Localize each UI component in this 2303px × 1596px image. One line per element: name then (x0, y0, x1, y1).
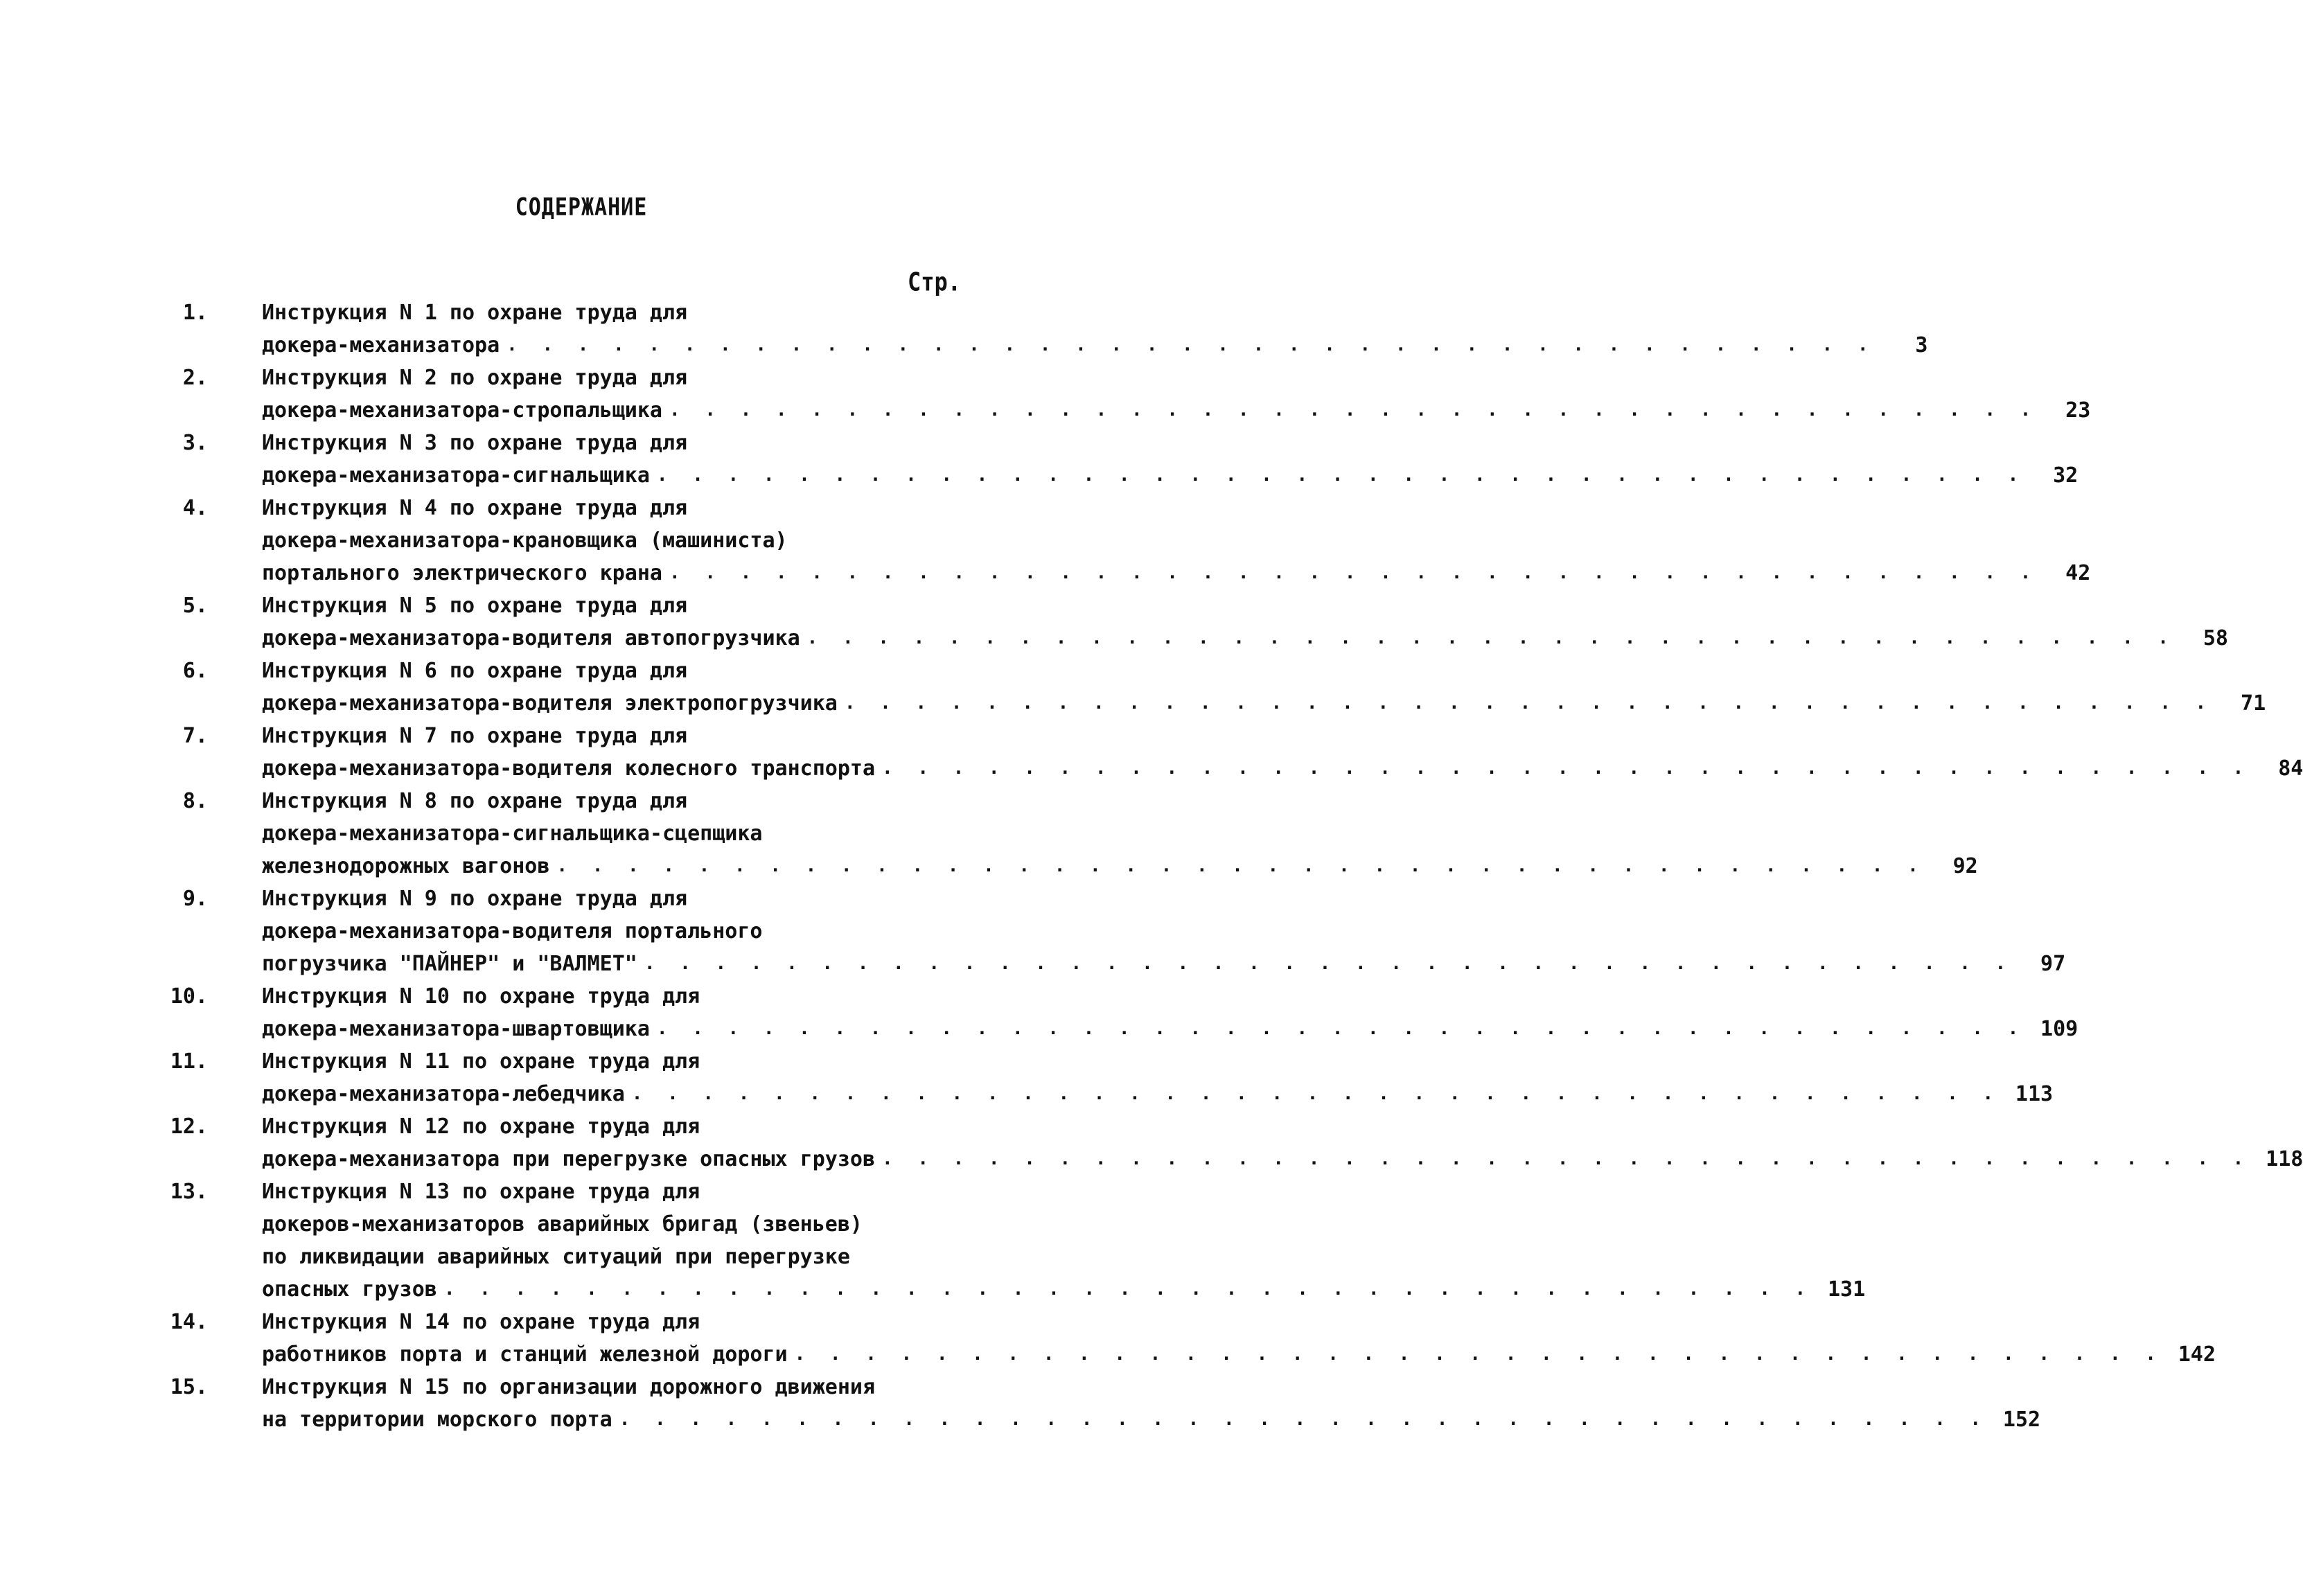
toc-entry-last-line (208, 557, 2091, 589)
toc-entry-text: докера-механизатора-стропальщика (262, 398, 662, 423)
toc-entry-number: 12. (170, 1115, 208, 1139)
toc-entry-line (208, 1208, 956, 1241)
toc-entry-last-line-content (262, 394, 2091, 427)
toc-entry-line (182, 883, 956, 915)
toc-entry-last-line-content (262, 1273, 1866, 1306)
toc-entry-text: докера-механизатора-водителя электропогрузчика (262, 691, 838, 716)
dot-leader: . . . . . . . . . . . . . . . . . . . . . . . . . . . . . . . . . . . . . . . (619, 1409, 1988, 1430)
toc-entry-last-line (208, 1403, 2041, 1436)
toc-entry-page-number: 32 (2053, 463, 2079, 488)
toc-entry-text: Инструкция N 9 по охране труда для (262, 887, 688, 911)
toc-entry-last-line (208, 1013, 2079, 1045)
dot-leader: . . . . . . . . . . . . . . . . . . . . . . . . . . . . . . . . . . . . . . . (443, 1279, 1813, 1300)
dot-leader: . . . . . . . . . . . . . . . . . . . . . . . . . . . . . . . . . . . . . . . (644, 953, 2013, 974)
toc-entry-number: 5. (182, 594, 208, 618)
toc-entry-line (182, 427, 956, 459)
toc-entry (182, 492, 2091, 589)
page-title: СОДЕРЖАНИЕ (515, 193, 648, 222)
toc-entry-number: 7. (182, 724, 208, 748)
toc-entry-text: Инструкция N 15 по организации дорожного движения (262, 1375, 876, 1399)
toc-entry-last-line (208, 687, 2266, 720)
toc-entry-text: Инструкция N 7 по охране труда для (262, 724, 688, 748)
toc-entry-last-line-content (262, 1403, 2041, 1436)
toc-entry-text: докера-механизатора-водителя колесного транспорта (262, 756, 876, 781)
toc-entry-text: Инструкция N 12 по охране труда для (262, 1115, 700, 1139)
dot-leader: . . . . . . . . . . . . . . . . . . . . . . . . . . . . . . . . . . . . . . . (806, 628, 2176, 648)
toc-entry-line (182, 296, 956, 329)
dot-leader: . . . . . . . . . . . . . . . . . . . . . . . . . . . . . . . . . . . . . . . (656, 465, 2026, 486)
toc-entry-line (170, 1176, 956, 1208)
toc-entry-last-line (208, 329, 1928, 362)
toc-entry-page-number: 152 (2002, 1408, 2041, 1432)
toc-entry-text: докера-механизатора-водителя автопогрузчика (262, 626, 800, 650)
toc-entry (182, 427, 2079, 492)
toc-entry-text: докера-механизатора-крановщика (машиниста) (262, 529, 788, 553)
toc-entry-number: 14. (170, 1310, 208, 1334)
toc-entry-text: Инструкция N 5 по охране труда для (262, 594, 688, 618)
toc-entry (182, 720, 2303, 785)
toc-entry (170, 1306, 2216, 1371)
dot-leader: . . . . . . . . . . . . . . . . . . . . . . . . . . . . . . . . . . . . . . . (794, 1344, 2163, 1365)
toc-entry-number: 6. (182, 659, 208, 683)
dot-leader: . . . . . . . . . . . . . . . . . . . . . . . . . . . . . . . . . . . . . . . (506, 335, 1876, 355)
toc-entry (170, 1110, 2303, 1176)
toc-entry-last-line (208, 752, 2303, 785)
toc-entry-line (208, 524, 956, 557)
toc-entry-text: железнодорожных вагонов (262, 854, 550, 878)
toc-entry-last-line (208, 948, 2066, 980)
toc-entry-line (182, 492, 956, 524)
toc-entry-line (170, 1306, 956, 1338)
dot-leader: . . . . . . . . . . . . . . . . . . . . . . . . . . . . . . . . . . . . . . . (556, 855, 1925, 876)
toc-entry-number: 13. (170, 1180, 208, 1204)
toc-entry-line (208, 915, 956, 948)
toc-entry-line (182, 785, 956, 817)
toc-entry-text: Инструкция N 14 по охране труда для (262, 1310, 700, 1334)
toc-entry-page-number: 3 (1915, 333, 1928, 357)
toc-entry-last-line-content (262, 459, 2079, 492)
toc-entry-line (182, 655, 956, 687)
toc-entry-last-line-content (262, 1143, 2303, 1176)
toc-entry-number: 15. (170, 1375, 208, 1399)
toc-entry-text: портального электрического крана (262, 561, 662, 585)
toc-entry (170, 980, 2079, 1045)
dot-leader: . . . . . . . . . . . . . . . . . . . . . . . . . . . . . . . . . . . . . . . (669, 562, 2038, 583)
toc-entry-line (182, 720, 956, 752)
toc-entry-number: 2. (182, 366, 208, 390)
toc-entry-page-number: 42 (2065, 561, 2091, 585)
dot-leader: . . . . . . . . . . . . . . . . . . . . . . . . . . . . . . . . . . . . . . . (631, 1083, 2001, 1104)
toc-entry-text: докера-механизатора-швартовщика (262, 1017, 650, 1041)
toc-entry-last-line (208, 459, 2079, 492)
toc-entry-page-number: 131 (1828, 1277, 1866, 1302)
toc-entry-page-number: 71 (2241, 691, 2266, 716)
toc-entry-number: 11. (170, 1049, 208, 1074)
toc-entry-last-line (208, 394, 2091, 427)
toc-entry (182, 655, 2266, 720)
toc-entry (182, 883, 2066, 980)
toc-entry-last-line-content (262, 329, 1928, 362)
toc-entry-text: Инструкция N 10 по охране труда для (262, 984, 700, 1009)
toc-entry-text: докера-механизатора (262, 333, 500, 357)
toc-entry-page-number: 84 (2278, 756, 2303, 781)
toc-entry-number: 4. (182, 496, 208, 520)
toc-entry (182, 362, 2091, 427)
toc-entry-text: Инструкция N 8 по охране труда для (262, 789, 688, 813)
toc-entry-text: опасных грузов (262, 1277, 437, 1302)
dot-leader: . . . . . . . . . . . . . . . . . . . . . . . . . . . . . . . . . . . . . . . (669, 400, 2038, 420)
toc-entry-number: 9. (182, 887, 208, 911)
toc-entry-page-number: 97 (2040, 952, 2066, 976)
toc-entry-line (182, 362, 956, 394)
toc-entry-text: Инструкция N 4 по охране труда для (262, 496, 688, 520)
toc-entry-text: Инструкция N 6 по охране труда для (262, 659, 688, 683)
toc-entry-line (170, 1110, 956, 1143)
dot-leader: . . . . . . . . . . . . . . . . . . . . . . . . . . . . . . . . . . . . . . . (882, 758, 2251, 779)
toc-entry-last-line (208, 850, 1978, 883)
toc-entry-text: по ликвидации аварийных ситуаций при перегрузке (262, 1245, 850, 1269)
toc-entry-last-line-content (262, 850, 1978, 883)
dot-leader: . . . . . . . . . . . . . . . . . . . . . . . . . . . . . . . . . . . . . . . (882, 1149, 2251, 1169)
toc-entry-last-line-content (262, 557, 2091, 589)
toc-entry-last-line (208, 1078, 2054, 1110)
toc-entry-number: 3. (182, 431, 208, 455)
toc-entry-page-number: 142 (2178, 1342, 2216, 1367)
toc-entry (170, 1176, 1866, 1306)
toc-entry-last-line (208, 1143, 2303, 1176)
toc-entry-last-line-content (262, 1013, 2079, 1045)
toc-entry-number: 8. (182, 789, 208, 813)
toc-entry-text: Инструкция N 11 по охране труда для (262, 1049, 700, 1074)
toc-entry-text: на территории морского порта (262, 1408, 612, 1432)
page-column-header: Стр. (908, 267, 962, 297)
toc-entry-page-number: 109 (2040, 1017, 2079, 1041)
toc-entry-last-line-content (262, 687, 2266, 720)
toc-entry-page-number: 92 (1952, 854, 1978, 878)
toc-entry-last-line (208, 1273, 1866, 1306)
toc-entry-line (208, 817, 956, 850)
toc-entry-last-line (208, 622, 2228, 655)
dot-leader: . . . . . . . . . . . . . . . . . . . . . . . . . . . . . . . . . . . . . . . (844, 693, 2214, 713)
toc-entry-text: работников порта и станций железной дороги (262, 1342, 788, 1367)
toc-entry-text: погрузчика "ПАЙНЕР" и "ВАЛМЕТ" (262, 952, 637, 976)
toc-entry-text: Инструкция N 13 по охране труда для (262, 1180, 700, 1204)
toc-entry (182, 785, 1978, 883)
toc-entry-last-line (208, 1338, 2216, 1371)
toc-entry-number: 1. (182, 301, 208, 325)
toc-entry-line (170, 1045, 956, 1078)
toc-entry-text: докера-механизатора при перегрузке опасных грузов (262, 1147, 876, 1171)
toc-entry-text: Инструкция N 1 по охране труда для (262, 301, 688, 325)
table-of-contents (170, 296, 2303, 1436)
toc-entry-text: Инструкция N 2 по охране труда для (262, 366, 688, 390)
toc-entry (182, 589, 2228, 655)
toc-entry-text: докеров-механизаторов аварийных бригад (звеньев) (262, 1212, 863, 1236)
toc-entry (170, 1045, 2054, 1110)
toc-entry-line (170, 980, 956, 1013)
toc-entry-number: 10. (170, 984, 208, 1009)
toc-entry-last-line-content (262, 752, 2303, 785)
toc-entry-text: докера-механизатора-сигнальщика (262, 463, 650, 488)
toc-entry-last-line-content (262, 622, 2228, 655)
toc-entry-line (170, 1371, 956, 1403)
toc-entry-text: докера-механизатора-лебедчика (262, 1082, 625, 1106)
toc-entry (182, 296, 1928, 362)
toc-entry-line (182, 589, 956, 622)
toc-entry (170, 1371, 2041, 1436)
toc-entry-page-number: 23 (2065, 398, 2091, 423)
toc-entry-last-line-content (262, 1078, 2054, 1110)
toc-entry-last-line-content (262, 1338, 2216, 1371)
dot-leader: . . . . . . . . . . . . . . . . . . . . . . . . . . . . . . . . . . . . . . . (656, 1018, 2026, 1039)
toc-entry-last-line-content (262, 948, 2066, 980)
toc-entry-page-number: 58 (2203, 626, 2228, 650)
toc-entry-text: докера-механизатора-водителя портального (262, 919, 763, 943)
toc-entry-line (208, 1241, 956, 1273)
toc-entry-page-number: 118 (2266, 1147, 2303, 1171)
toc-entry-text: докера-механизатора-сигнальщика-сцепщика (262, 822, 763, 846)
toc-entry-page-number: 113 (2015, 1082, 2054, 1106)
toc-entry-text: Инструкция N 3 по охране труда для (262, 431, 688, 455)
